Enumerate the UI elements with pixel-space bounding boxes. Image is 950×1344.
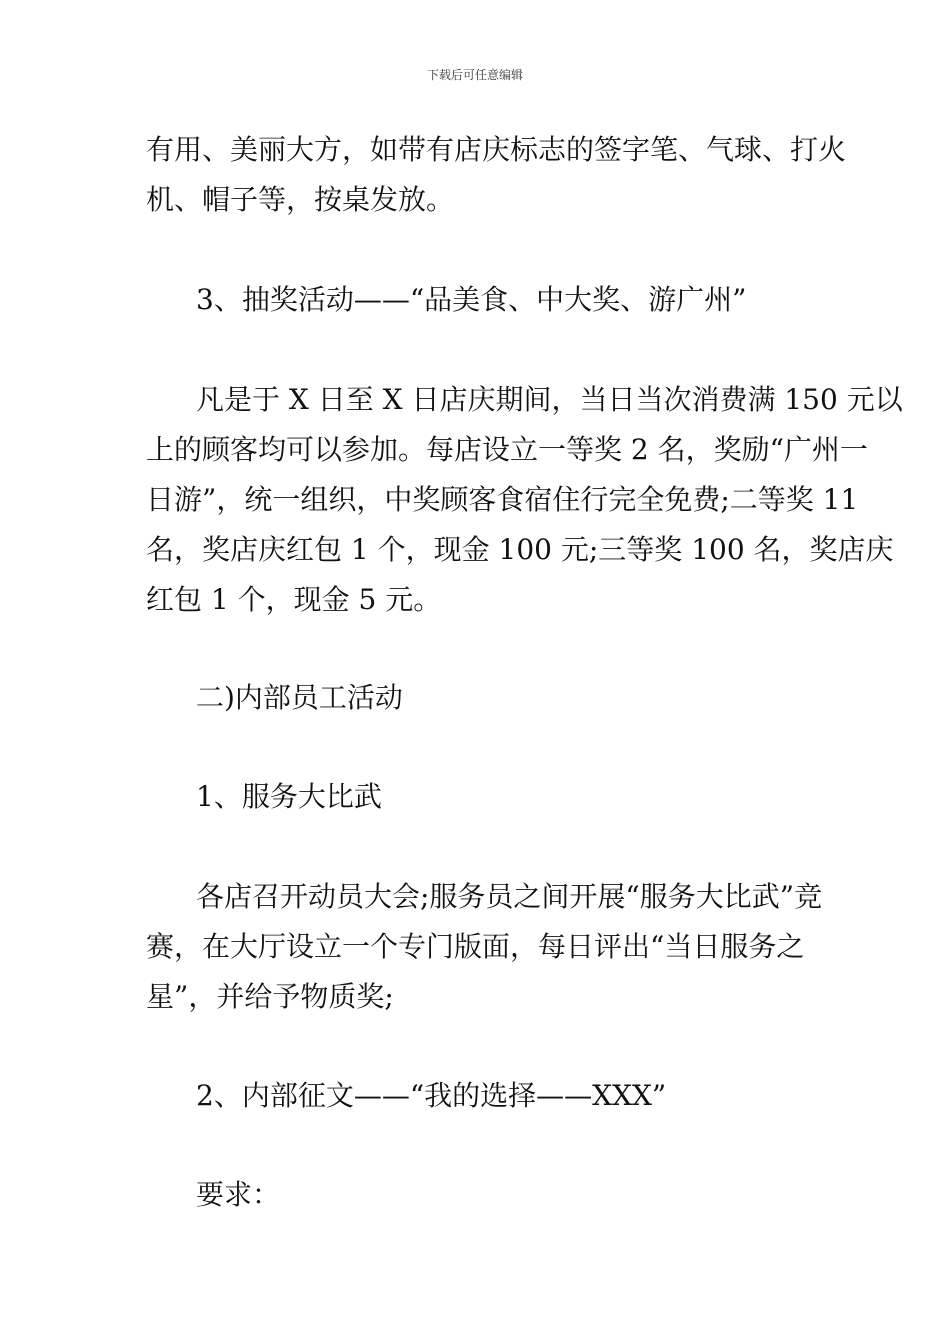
paragraph-service-competition: [146, 872, 826, 1022]
text-line: 1、服务大比武: [196, 780, 382, 813]
text-line: 3、抽奖活动——“品美食、中大奖、游广州”: [196, 283, 747, 316]
heading-internal-essay: [146, 1071, 826, 1121]
text-line: 上的顾客均可以参加。每店设立一等奖 2 名，奖励“广州一: [146, 433, 868, 466]
text-line: 2、内部征文——“我的选择——XXX”: [196, 1079, 667, 1112]
text-line: 有用、美丽大方，如带有店庆标志的签字笔、气球、打火: [146, 133, 847, 166]
heading-service-competition: [146, 772, 826, 822]
text-line: 机、帽子等，按桌发放。: [146, 183, 455, 216]
heading-internal-staff-activities: [146, 673, 826, 723]
text-line: 二)内部员工活动: [196, 681, 403, 714]
text-line: 赛，在大厅设立一个专门版面，每日评出“当日服务之: [146, 930, 805, 963]
heading-requirements: [146, 1170, 826, 1220]
text-line: 红包 1 个，现金 5 元。: [146, 583, 442, 616]
page-header-note: 下载后可任意编辑: [426, 68, 523, 82]
text-line: 日游”，统一组织，中奖顾客食宿住行完全免费;二等奖 11: [146, 483, 859, 516]
text-line: 各店召开动员大会;服务员之间开展“服务大比武”竞: [196, 880, 823, 913]
paragraph-lottery-rules: [146, 375, 903, 625]
text-line: 要求：: [196, 1178, 281, 1211]
text-line: 星”，并给予物质奖;: [146, 980, 394, 1013]
text-line: 凡是于 X 日至 X 日店庆期间，当日当次消费满 150 元以: [196, 383, 903, 416]
heading-lottery-activity: [146, 275, 826, 325]
paragraph-giveaway-items: [146, 125, 847, 225]
text-line: 名，奖店庆红包 1 个，现金 100 元;三等奖 100 名，奖店庆: [146, 533, 894, 566]
